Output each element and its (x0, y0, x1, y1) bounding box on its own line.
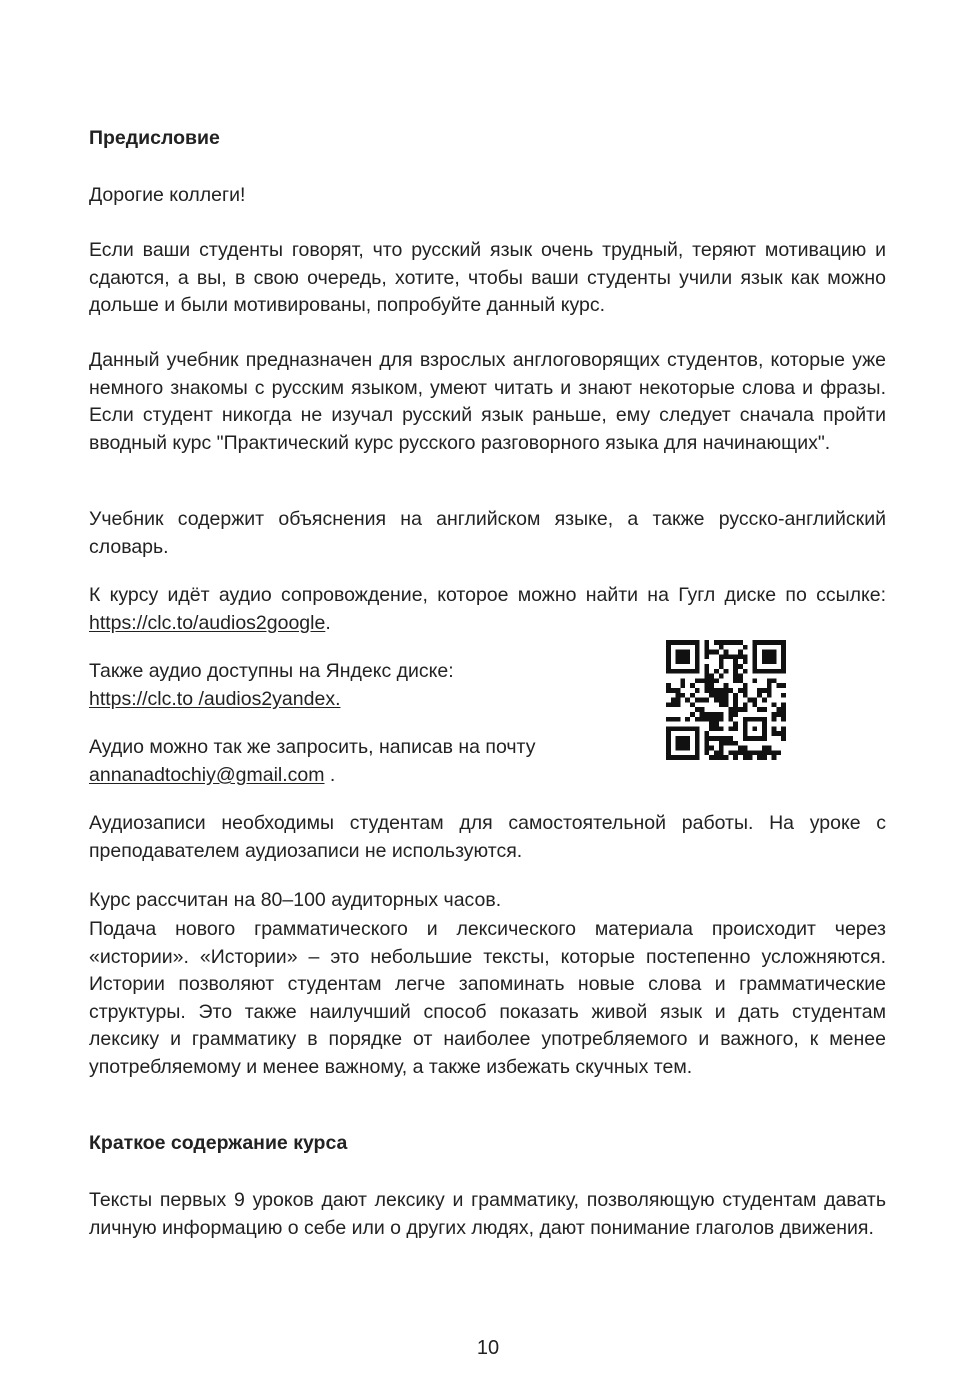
preface-heading: Предисловие (89, 127, 220, 149)
paragraph-audio-usage: Аудиозаписи необходимы студентам для самостоятельной работы. На уроке с преподавателем аудиозаписи не используются. (89, 812, 886, 862)
paragraph-hours: Курс рассчитан на 80‒100 аудиторных часов. (89, 889, 502, 911)
paragraph-google-audio (89, 582, 886, 637)
greeting: Дорогие коллеги! (89, 184, 246, 206)
paragraph-motivation: Если ваши студенты говорят, что русский язык очень трудный, теряют мотивацию и сдаются, а вы, в свою очередь, хотите, чтобы ваши студенты учили язык как можно дольше и были мотивированы, попробуйте данный курс. (89, 239, 886, 317)
summary-heading: Краткое содержание курса (89, 1132, 348, 1154)
page-number: 10 (476, 1337, 500, 1359)
email-end: . (324, 763, 336, 786)
paragraph-summary: Тексты первых 9 уроков дают лексику и грамматику, позволяющую студентам давать личную информацию о себе или о других людях, дают понимание глаголов движения. (89, 1189, 886, 1239)
google-drive-link[interactable]: https://clc.to/audios2google (89, 611, 326, 634)
google-audio-text: К курсу идёт аудио сопровождение, которое можно найти на Гугл диске по ссылке: (89, 584, 886, 606)
google-audio-end: . (325, 611, 331, 634)
email-link[interactable]: annanadtochiy@gmail.com (89, 763, 325, 786)
email-audio-text: Аудио можно так же запросить, написав на почту (89, 736, 536, 758)
yandex-audio-text: Также аудио доступны на Яндекс диске: (89, 660, 454, 682)
paragraph-stories: Подача нового грамматического и лексического материала происходит через «истории». «Истории» ‒ это небольшие тексты, которые постепенно усложняются. Истории позволяют студентам легче запоминать новые слова и грамматические структуры. Это также наилучший способ показать живой язык и дать студентам лексику и грамматику в порядке от наиболее употребляемого и важного, к менее употребляемому и менее важному, а также избежать скучных тем. (89, 918, 886, 1078)
paragraph-email-audio (89, 734, 609, 789)
paragraph-contents: Учебник содержит объяснения на английском языке, а также русско-английский словарь. (89, 508, 886, 558)
paragraph-yandex-audio (89, 658, 609, 713)
yandex-disk-link[interactable]: https://clc.to /audios2yandex. (89, 687, 341, 710)
qr-code-icon[interactable] (666, 640, 786, 760)
paragraph-audience: Данный учебник предназначен для взрослых англоговорящих студентов, которые уже немного знакомы с русским языком, умеют читать и знают некоторые слова и фразы. Если студент никогда не изучал русский язык раньше, ему следует сначала пройти вводный курс "Практический курс русского разговорного языка для начинающих". (89, 349, 886, 454)
